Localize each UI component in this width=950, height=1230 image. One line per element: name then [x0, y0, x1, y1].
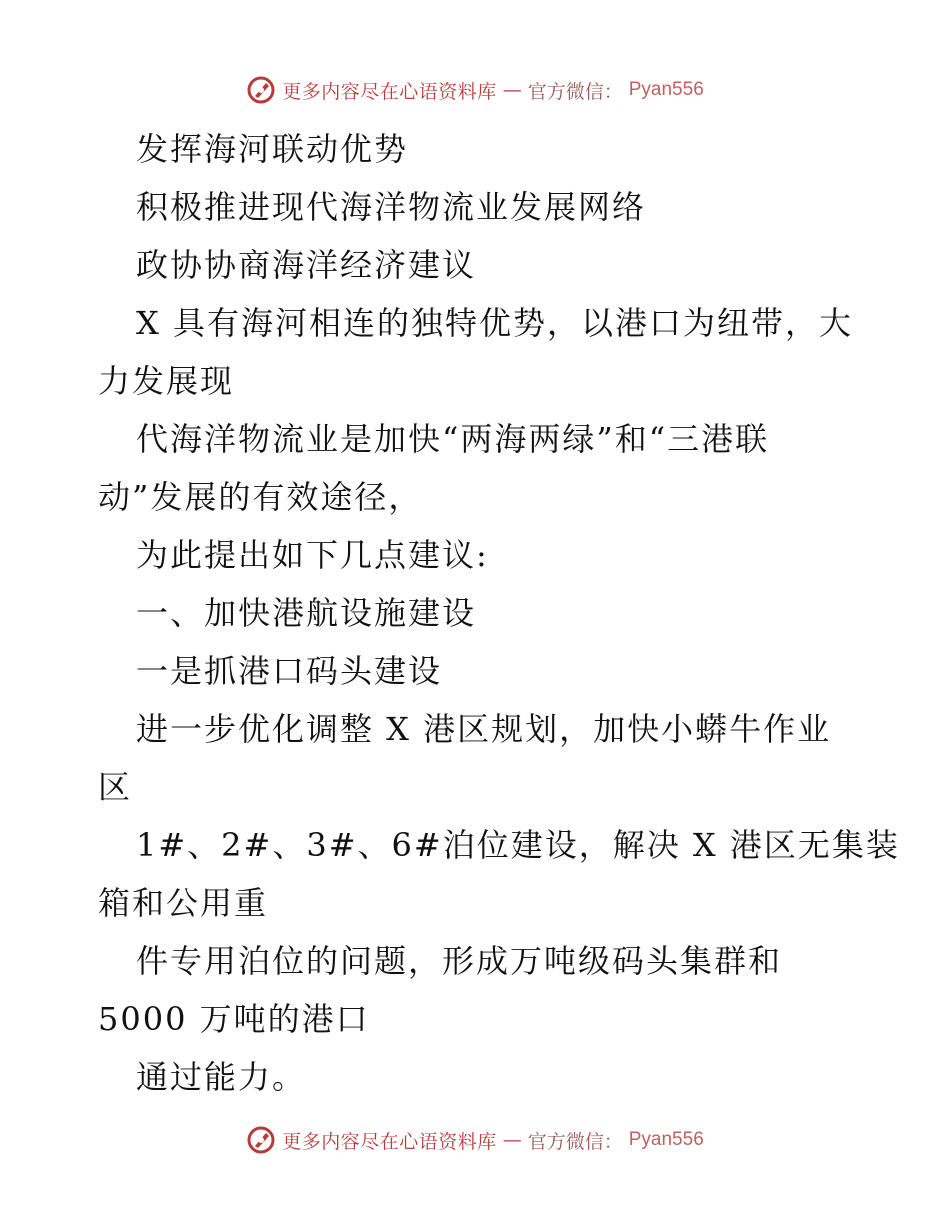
- text-line: X 具有海河相连的独特优势，以港口为纽带，大: [136, 304, 853, 342]
- text-line: 力发展现: [98, 362, 235, 400]
- watermark-wechat-label: 官方微信：: [527, 80, 623, 103]
- text-line: 政协协商海洋经济建议: [136, 246, 477, 284]
- watermark-dash: —: [502, 79, 522, 101]
- text-line: 一是抓港口码头建设: [136, 652, 443, 690]
- text-line: 5000 万吨的港口: [98, 1000, 370, 1038]
- text-line: 箱和公用重: [98, 884, 269, 922]
- watermark-wechat-id: Pyan556: [628, 1129, 704, 1150]
- text-line: 动”发展的有效途径，: [98, 478, 423, 516]
- text-line: 发挥海河联动优势: [136, 130, 409, 168]
- watermark-site-text: 更多内容尽在心语资料库: [282, 1130, 497, 1153]
- text-line: 进一步优化调整 X 港区规划，加快小蟒牛作业: [136, 710, 832, 748]
- text-line: 积极推进现代海洋物流业发展网络: [136, 188, 647, 226]
- header-watermark: [0, 70, 950, 110]
- watermark-dash: —: [502, 1129, 522, 1151]
- text-line: 区: [98, 768, 133, 806]
- watermark-logo-icon: [246, 1125, 276, 1155]
- document-body: [98, 120, 900, 1106]
- text-line: 通过能力。: [136, 1058, 307, 1096]
- text-line: 为此提出如下几点建议:: [136, 536, 489, 574]
- text-line: 1#、2#、3#、6#泊位建设，解决 X 港区无集装: [136, 826, 900, 864]
- watermark-logo-icon: [246, 75, 276, 105]
- footer-watermark: [0, 1120, 950, 1160]
- text-line: 件专用泊位的问题，形成万吨级码头集群和: [136, 942, 783, 980]
- watermark-wechat-label: 官方微信：: [527, 1130, 623, 1153]
- watermark-wechat-id: Pyan556: [628, 79, 704, 100]
- text-line: 一、加快港航设施建设: [136, 594, 477, 632]
- text-line: 代海洋物流业是加快“两海两绿”和“三港联: [136, 420, 770, 458]
- watermark-site-text: 更多内容尽在心语资料库: [282, 80, 497, 103]
